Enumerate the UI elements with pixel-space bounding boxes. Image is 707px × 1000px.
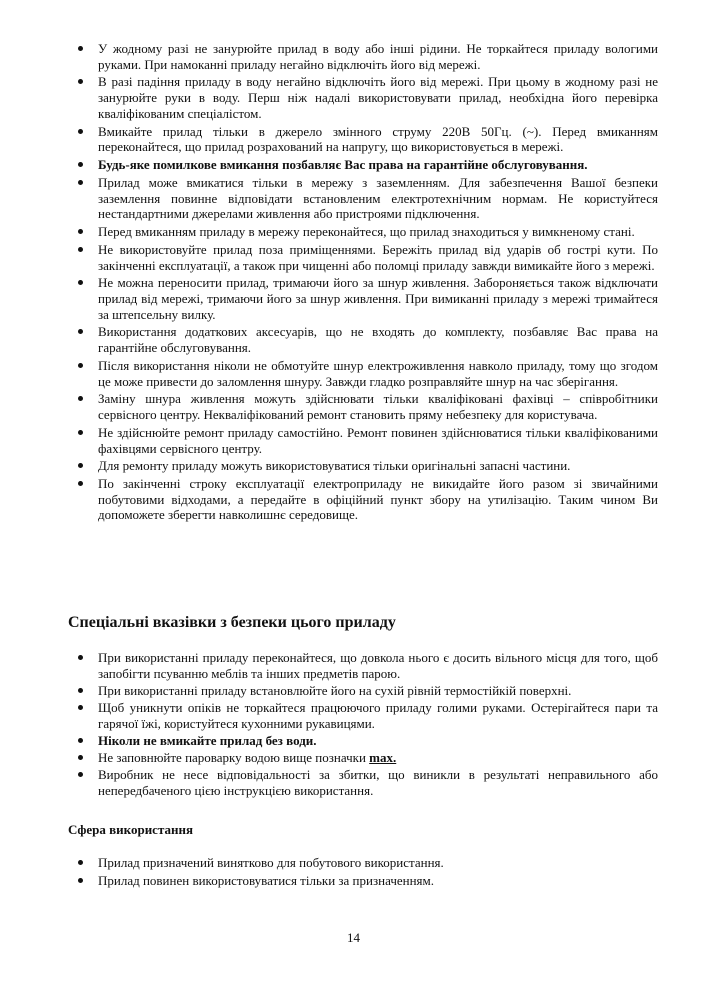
list-item-text: Не використовуйте прилад поза приміщеннями. Бережіть прилад від ударів об гострі кути. По закінченні експлуатації, а також при чищенні або поломці приладу завжди вимикайте його з мережі. (98, 241, 658, 273)
list-item (98, 124, 658, 155)
special-safety-heading: Спеціальні вказівки з безпеки цього приладу (68, 614, 396, 631)
list-item-text: При використанні приладу встановлюйте його на сухій рівній термостійкій поверхні. (98, 682, 572, 698)
list-item (98, 750, 658, 766)
list-item (98, 650, 658, 681)
bullet-icon (78, 705, 83, 710)
page-number: 14 (347, 930, 360, 945)
list-item (98, 224, 658, 240)
list-item-text: При використанні приладу переконайтеся, що довкола нього є досить вільного місця для того, щоб запобігти псуванню меблів та інших предметів парою. (98, 650, 658, 681)
list-item (98, 476, 658, 523)
bullet-icon (78, 79, 83, 84)
bullet-icon (78, 363, 83, 368)
list-item (98, 391, 658, 422)
list-item (98, 458, 658, 474)
bullet-icon (78, 329, 83, 334)
list-item-text: В разі падіння приладу в воду негайно відключіть його від мережі. При цьому в жодному разі не занурюйте руки в воду. Перш ніж надалі використовувати прилад, необхідна його перевірка кваліфікованим спеціалістом. (98, 74, 658, 121)
bullet-icon (78, 755, 83, 760)
list-item-text: Для ремонту приладу можуть використовуватися тільки оригінальні запасні частини. (98, 458, 571, 474)
usage-list (98, 855, 658, 890)
bullet-icon (78, 247, 83, 252)
list-item (98, 74, 658, 121)
list-item (98, 324, 658, 355)
list-item-text: Прилад може вмикатися тільки в мережу з заземленням. Для забезпечення Вашої безпеки заземлення повинне відповідати встановленим електротехнічним нормам. Не користуйтеся нестандартними джерелами живлення або пристроями підключення. (98, 174, 658, 222)
list-item-text: Не заповнюйте пароварку водою вище позначки (98, 749, 370, 765)
max-mark: max. (369, 749, 397, 765)
bullet-icon (78, 396, 83, 401)
bullet-icon (78, 430, 83, 435)
list-item (98, 358, 658, 389)
list-item-text: Прилад повинен використовуватися тільки за призначенням. (98, 872, 434, 888)
list-item-text: Заміну шнура живлення можуть здійснювати тільки кваліфіковані фахівці – співробітники сервісного центру. Некваліфікований ремонт становить пряму небезпеку для користувача. (98, 391, 658, 423)
usage-heading: Сфера використання (68, 822, 194, 837)
bullet-icon (78, 229, 83, 234)
list-item (98, 873, 658, 889)
list-item-text: Будь-яке помилкове вмикання позбавляє Вас права на гарантійне обслуговування. (98, 157, 588, 173)
bullet-icon (78, 655, 83, 660)
list-item-text: Не можна переносити прилад, тримаючи його за шнур живлення. Забороняється також відключати прилад від мережі, тримаючи його за шнур живлення. При вимиканні приладу з мережі тримайтеся за штепсельну вилку. (98, 275, 658, 322)
list-item-text: По закінченні строку експлуатації електроприладу не викидайте його разом зі звичайними побутовими відходами, а передайте в офіційний пункт збору на утилізацію. Таким чином Ви допоможете зберегти навколишнє середовище. (98, 476, 658, 523)
bullet-icon (78, 180, 83, 185)
list-item-text: Виробник не несе відповідальності за збитки, що виникли в результаті неправильного або непередбаченого цією інструкцією використання. (98, 767, 658, 798)
list-item (98, 175, 658, 222)
list-item (98, 425, 658, 456)
list-item (98, 157, 658, 173)
bullet-icon (78, 860, 83, 865)
list-item (98, 700, 658, 731)
bullet-icon (78, 280, 83, 285)
list-item-text: Після використання ніколи не обмотуйте шнур електроживлення навколо приладу, тому що згодом це може привести до заломлення шнуру. Завжди гладко розправляйте шнур на час зберігання. (98, 357, 658, 389)
list-item-text: У жодному разі не занурюйте прилад в воду або інші рідини. Не торкайтеся приладу вологими руками. При намоканні приладу негайно відключіть його від мережі. (98, 41, 658, 72)
list-item-text: Ніколи не вмикайте прилад без води. (98, 732, 317, 748)
bullet-icon (78, 878, 83, 883)
bullet-icon (78, 738, 83, 743)
bullet-icon (78, 688, 83, 693)
bullet-icon (78, 463, 83, 468)
list-item (98, 242, 658, 273)
bullet-icon (78, 46, 83, 51)
list-item-text: Використання додаткових аксесуарів, що не входять до комплекту, позбавляє Вас права на гарантійне обслуговування. (98, 324, 658, 356)
list-item (98, 41, 658, 72)
list-item-text: Вмикайте прилад тільки в джерело змінного струму 220В 50Гц. (~). Перед вмиканням переконайтеся, що прилад розрахований на напругу, що використовується в мережі. (98, 123, 658, 155)
bullet-icon (78, 772, 83, 777)
list-item-text: Перед вмиканням приладу в мережу переконайтеся, що прилад знаходиться у вимкненому стані. (98, 224, 635, 240)
list-item (98, 767, 658, 798)
list-item (98, 733, 658, 749)
list-item-text: Не здійснюйте ремонт приладу самостійно. Ремонт повинен здійснюватися тільки кваліфікованими фахівцями сервісного центру. (98, 424, 658, 456)
list-item (98, 683, 658, 699)
list-item (98, 855, 658, 871)
special-safety-list (98, 650, 658, 800)
bullet-icon (78, 129, 83, 134)
list-item (98, 275, 658, 322)
general-safety-list (98, 41, 658, 525)
list-item-text: Щоб уникнути опіків не торкайтеся працюючого приладу голими руками. Остерігайтеся пари та гарячої їжі, користуйтеся кухонними рукавицями. (98, 699, 658, 731)
bullet-icon (78, 162, 83, 167)
bullet-icon (78, 481, 83, 486)
list-item-text: Прилад призначений винятково для побутового використання. (98, 855, 444, 870)
